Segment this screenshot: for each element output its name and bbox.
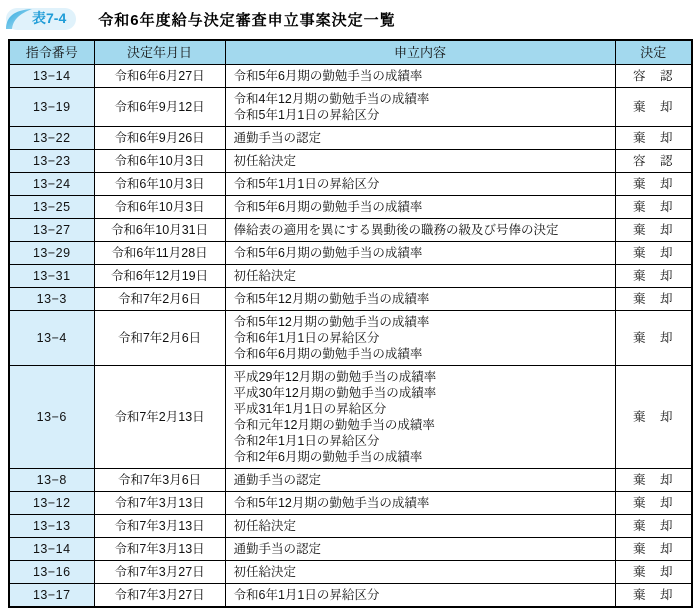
appeal-content-cell	[225, 127, 615, 150]
decision-cell: 棄 却	[615, 311, 692, 366]
appeal-content-line: 令和6年6月期の勤勉手当の成績率	[233, 347, 423, 361]
appeal-content-cell	[225, 265, 615, 288]
appeal-content-line: 令和5年1月1日の昇給区分	[233, 108, 380, 122]
appeal-content-line: 令和5年6月期の勤勉手当の成績率	[233, 246, 423, 260]
appeal-content-line: 通勤手当の認定	[233, 473, 322, 487]
decision-date-cell: 令和6年10月3日	[94, 150, 225, 173]
directive-number-cell: 13−17	[9, 584, 94, 608]
table-caption	[0, 0, 699, 32]
appeal-content-line: 令和6年1月1日の昇給区分	[233, 588, 380, 602]
decision-cell: 棄 却	[615, 173, 692, 196]
decision-cell: 棄 却	[615, 242, 692, 265]
appeal-content-cell	[225, 469, 615, 492]
decision-date-cell: 令和7年3月13日	[94, 538, 225, 561]
table-row	[9, 288, 692, 311]
appeal-content-cell	[225, 288, 615, 311]
directive-number-cell: 13−16	[9, 561, 94, 584]
table-row	[9, 88, 692, 127]
table-row	[9, 219, 692, 242]
table-number-badge	[6, 8, 76, 30]
table-row	[9, 311, 692, 366]
decision-date-cell: 令和7年3月13日	[94, 492, 225, 515]
appeal-content-line: 令和元年12月期の勤勉手当の成績率	[233, 418, 435, 432]
appeal-content-line: 令和6年1月1日の昇給区分	[233, 331, 380, 345]
directive-number-cell: 13−31	[9, 265, 94, 288]
appeal-content-cell	[225, 219, 615, 242]
appeal-content-cell	[225, 366, 615, 469]
page-title: 令和6年度給与決定審査申立事案決定一覧	[98, 11, 396, 29]
table-row	[9, 196, 692, 219]
decision-date-cell: 令和7年2月6日	[94, 288, 225, 311]
decision-date-cell: 令和6年6月27日	[94, 65, 225, 88]
table-row	[9, 173, 692, 196]
directive-number-cell: 13−29	[9, 242, 94, 265]
decision-cell: 棄 却	[615, 515, 692, 538]
appeal-content-line: 令和2年6月期の勤勉手当の成績率	[233, 450, 423, 464]
appeal-content-line: 令和2年1月1日の昇給区分	[233, 434, 380, 448]
table-row	[9, 584, 692, 608]
decision-date-cell: 令和6年10月31日	[94, 219, 225, 242]
decision-cell: 棄 却	[615, 561, 692, 584]
decision-date-cell: 令和7年3月6日	[94, 469, 225, 492]
appeal-content-line: 通勤手当の認定	[233, 542, 322, 556]
directive-number-cell: 13−8	[9, 469, 94, 492]
directive-number-cell: 13−22	[9, 127, 94, 150]
table-row	[9, 65, 692, 88]
decision-cell: 容 認	[615, 65, 692, 88]
appeal-content-line: 平成31年1月1日の昇給区分	[233, 402, 387, 416]
table-header	[9, 40, 692, 65]
appeal-content-cell	[225, 311, 615, 366]
decision-cell: 棄 却	[615, 584, 692, 608]
appeal-content-line: 俸給表の適用を異にする異動後の職務の級及び号俸の決定	[233, 223, 559, 237]
col-header-directive-number: 指令番号	[9, 40, 94, 65]
table-body	[9, 65, 692, 608]
table-row	[9, 538, 692, 561]
appeal-content-line: 令和5年6月期の勤勉手当の成績率	[233, 200, 423, 214]
swoosh-icon	[5, 8, 33, 30]
decision-date-cell: 令和7年3月27日	[94, 561, 225, 584]
directive-number-cell: 13−3	[9, 288, 94, 311]
directive-number-cell: 13−12	[9, 492, 94, 515]
decision-cell: 棄 却	[615, 469, 692, 492]
appeal-content-line: 初任給決定	[233, 565, 297, 579]
table-row	[9, 366, 692, 469]
decision-date-cell: 令和7年2月6日	[94, 311, 225, 366]
appeal-content-cell	[225, 515, 615, 538]
appeal-content-line: 平成30年12月期の勤勉手当の成績率	[233, 386, 437, 400]
appeal-content-cell	[225, 538, 615, 561]
decision-cell: 棄 却	[615, 288, 692, 311]
appeal-content-cell	[225, 242, 615, 265]
appeal-content-cell	[225, 65, 615, 88]
directive-number-cell: 13−24	[9, 173, 94, 196]
appeal-content-line: 初任給決定	[233, 269, 297, 283]
directive-number-cell: 13−14	[9, 538, 94, 561]
appeal-content-line: 令和5年12月期の勤勉手当の成績率	[233, 292, 430, 306]
appeal-content-cell	[225, 150, 615, 173]
appeal-content-cell	[225, 173, 615, 196]
table-row	[9, 265, 692, 288]
directive-number-cell: 13−13	[9, 515, 94, 538]
appeal-content-line: 通勤手当の認定	[233, 131, 322, 145]
appeal-content-cell	[225, 88, 615, 127]
appeal-content-line: 令和5年12月期の勤勉手当の成績率	[233, 315, 430, 329]
decision-cell: 棄 却	[615, 366, 692, 469]
table-row	[9, 561, 692, 584]
directive-number-cell: 13−23	[9, 150, 94, 173]
appeal-content-cell	[225, 196, 615, 219]
decision-date-cell: 令和6年12月19日	[94, 265, 225, 288]
decision-date-cell: 令和6年9月12日	[94, 88, 225, 127]
decision-cell: 棄 却	[615, 88, 692, 127]
table-row	[9, 150, 692, 173]
table-row	[9, 492, 692, 515]
directive-number-cell: 13−6	[9, 366, 94, 469]
decision-cell: 棄 却	[615, 196, 692, 219]
appeal-content-line: 令和5年6月期の勤勉手当の成績率	[233, 69, 423, 83]
appeal-content-line: 令和5年1月1日の昇給区分	[233, 177, 380, 191]
directive-number-cell: 13−4	[9, 311, 94, 366]
decision-date-cell: 令和6年10月3日	[94, 173, 225, 196]
directive-number-cell: 13−19	[9, 88, 94, 127]
decision-date-cell: 令和6年9月26日	[94, 127, 225, 150]
decisions-table	[8, 39, 693, 608]
appeal-content-line: 初任給決定	[233, 154, 297, 168]
table-number: 表7-4	[6, 8, 76, 30]
appeal-content-cell	[225, 584, 615, 608]
decision-cell: 容 認	[615, 150, 692, 173]
appeal-content-line: 令和4年12月期の勤勉手当の成績率	[233, 92, 430, 106]
decision-date-cell: 令和6年11月28日	[94, 242, 225, 265]
col-header-decision-date: 決定年月日	[94, 40, 225, 65]
table-row	[9, 127, 692, 150]
col-header-decision: 決定	[615, 40, 692, 65]
decision-date-cell: 令和6年10月3日	[94, 196, 225, 219]
appeal-content-cell	[225, 492, 615, 515]
decision-cell: 棄 却	[615, 127, 692, 150]
appeal-content-line: 令和5年12月期の勤勉手当の成績率	[233, 496, 430, 510]
decision-date-cell: 令和7年3月27日	[94, 584, 225, 608]
header-row	[9, 40, 692, 65]
decision-cell: 棄 却	[615, 265, 692, 288]
appeal-content-line: 平成29年12月期の勤勉手当の成績率	[233, 370, 437, 384]
decision-date-cell: 令和7年2月13日	[94, 366, 225, 469]
table-row	[9, 242, 692, 265]
col-header-appeal-content: 申立内容	[225, 40, 615, 65]
table-row	[9, 515, 692, 538]
directive-number-cell: 13−27	[9, 219, 94, 242]
decision-date-cell: 令和7年3月13日	[94, 515, 225, 538]
directive-number-cell: 13−25	[9, 196, 94, 219]
table-row	[9, 469, 692, 492]
decision-cell: 棄 却	[615, 538, 692, 561]
directive-number-cell: 13−14	[9, 65, 94, 88]
appeal-content-line: 初任給決定	[233, 519, 297, 533]
appeal-content-cell	[225, 561, 615, 584]
decision-cell: 棄 却	[615, 492, 692, 515]
decision-cell: 棄 却	[615, 219, 692, 242]
